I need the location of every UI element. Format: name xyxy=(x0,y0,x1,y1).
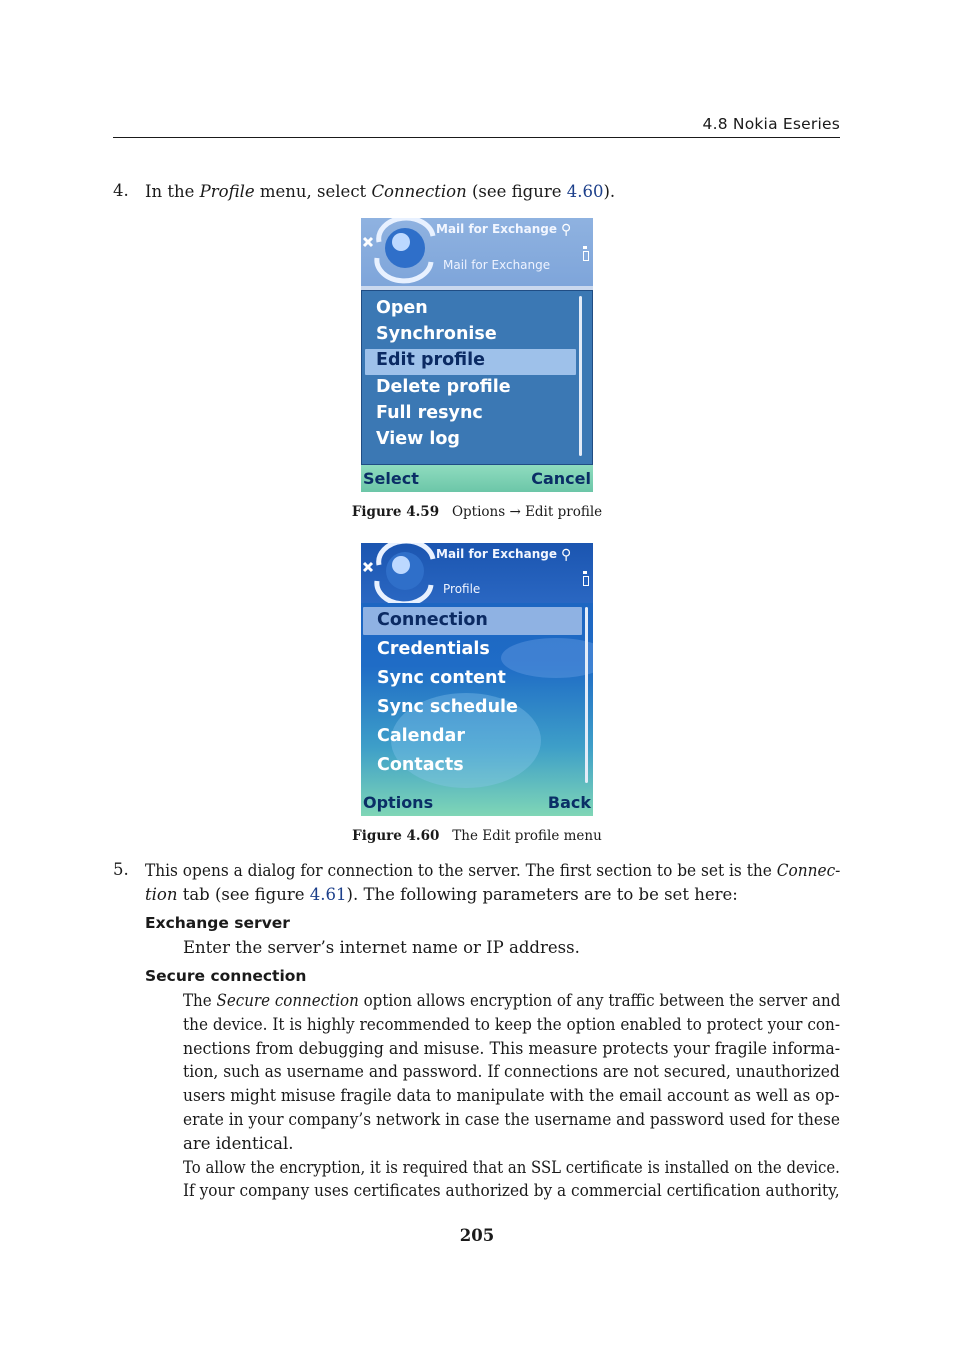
menu-item-delete-profile[interactable]: Delete profile xyxy=(376,377,511,397)
app-subtitle: Profile xyxy=(443,582,481,596)
scrollbar[interactable] xyxy=(579,296,582,456)
page-number: 205 xyxy=(459,1226,495,1245)
figure-4-60-caption: Figure 4.60 The Edit profile menu xyxy=(352,828,602,844)
figure-ref-link[interactable]: 4.61 xyxy=(309,884,347,904)
app-subtitle: Mail for Exchange xyxy=(443,258,551,272)
step-5-number: 5. xyxy=(113,860,129,879)
menu-item-sync-schedule[interactable]: Sync schedule xyxy=(377,697,518,717)
figure-4-59-caption: Figure 4.59 Options → Edit profile xyxy=(351,504,603,520)
mail-for-exchange-logo-icon xyxy=(361,218,441,284)
signal-icon: ⚲ xyxy=(561,222,572,238)
step-4-number: 4. xyxy=(113,181,129,200)
phone-title-pane xyxy=(361,218,593,286)
mail-for-exchange-logo-icon xyxy=(361,543,441,603)
secure-connection-description: The Secure connection option allows encryption of any traffic between the server and the device. It is highly recommended to keep the option enabled to protect your con- nections from debugging and misuse. This measure protects your fragile informa- tion, such as username and password. If connections are not secured, unauthorized users might misuse fragile data to manipulate with the email account as well as op- erate in your company’s network in case the username and password used for these are identical. To allow the encryption, it is required that an SSL certificate is installed on the device. If your company uses certificates authorized by a commercial certification authority, xyxy=(183,991,841,1201)
menu-item-credentials[interactable]: Credentials xyxy=(377,639,490,659)
exchange-server-heading: Exchange server xyxy=(145,914,290,932)
options-softkey[interactable]: Options xyxy=(363,793,434,812)
menu-item-calendar[interactable]: Calendar xyxy=(377,726,465,746)
phone-title-pane xyxy=(361,543,593,603)
menu-item-view-log[interactable]: View log xyxy=(376,429,460,449)
secure-connection-heading: Secure connection xyxy=(145,967,307,985)
select-softkey[interactable]: Select xyxy=(363,469,419,488)
exchange-server-description: Enter the server’s internet name or IP address. xyxy=(183,938,580,957)
figure-ref-link[interactable]: 4.60 xyxy=(566,182,604,201)
menu-item-connection[interactable]: Connection xyxy=(377,610,488,630)
menu-item-full-resync[interactable]: Full resync xyxy=(376,403,483,423)
figure-4-59-screenshot xyxy=(361,218,593,492)
menu-item-contacts[interactable]: Contacts xyxy=(377,755,464,775)
app-title: Mail for Exchange xyxy=(436,222,557,236)
back-softkey[interactable]: Back xyxy=(547,793,591,812)
signal-icon: ⚲ xyxy=(561,547,572,563)
menu-item-sync-content[interactable]: Sync content xyxy=(377,668,506,688)
battery-icon xyxy=(583,246,589,262)
app-title: Mail for Exchange xyxy=(436,547,557,561)
step-4-text: In the Profile menu, select Connection (see figure 4.60). xyxy=(145,182,616,201)
menu-item-edit-profile[interactable]: Edit profile xyxy=(376,350,485,370)
running-head: 4.8 Nokia Eseries xyxy=(702,115,840,133)
header-rule xyxy=(113,137,840,138)
menu-item-synchronise[interactable]: Synchronise xyxy=(376,324,497,344)
step-5-text: This opens a dialog for connection to the server. The first section to be set is the Connec- tion tab (see figure 4.61). The following parameters are to be set here: xyxy=(145,861,841,904)
menu-item-open[interactable]: Open xyxy=(376,298,428,318)
scrollbar[interactable] xyxy=(585,607,588,783)
figure-4-60-screenshot xyxy=(361,543,593,816)
battery-icon xyxy=(583,571,589,587)
wallpaper-bubble xyxy=(501,638,593,678)
cancel-softkey[interactable]: Cancel xyxy=(531,469,591,488)
